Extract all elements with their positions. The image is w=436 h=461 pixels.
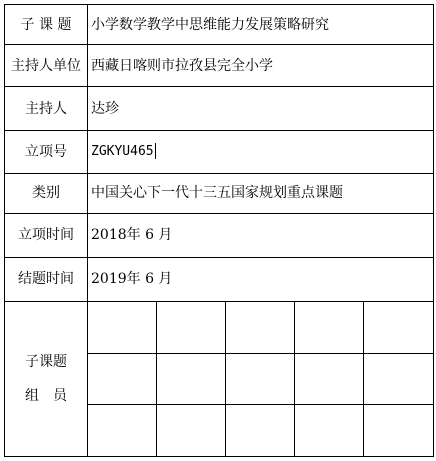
member-cell[interactable] [157,302,226,354]
subtopic-value[interactable]: 小学数学教学中思维能力发展策略研究 [88,5,434,45]
completion-time-value[interactable]: 2019年 6 月 [88,257,434,301]
row-subtopic [5,5,434,45]
approval-time-label: 立项时间 [5,213,88,257]
project-info-table [4,4,434,457]
host-unit-value[interactable]: 西藏日喀则市拉孜县完全小学 [88,45,434,87]
member-cell[interactable] [364,405,434,457]
member-cell[interactable] [364,302,434,354]
host-unit-label: 主持人单位 [5,45,88,87]
row-approval-time [5,213,434,257]
member-cell[interactable] [226,405,295,457]
row-project-number [5,131,434,173]
project-number-value: ZGKYU465 [91,144,154,160]
members-label-cell [5,302,88,457]
member-cell[interactable] [88,353,157,405]
member-cell[interactable] [157,405,226,457]
project-number-label: 立项号 [5,131,88,173]
member-cell[interactable] [88,405,157,457]
member-cell[interactable] [88,302,157,354]
members-label-line2: 组 员 [25,388,67,405]
row-completion-time [5,257,434,301]
row-host [5,87,434,131]
member-cell[interactable] [157,353,226,405]
category-label: 类别 [5,173,88,213]
row-host-unit [5,45,434,87]
member-cell[interactable] [226,353,295,405]
subtopic-label: 子 课 题 [5,5,88,45]
text-cursor [155,143,156,159]
host-label: 主持人 [5,87,88,131]
host-value[interactable]: 达珍 [88,87,434,131]
project-number-field[interactable] [88,131,434,173]
member-row-1 [5,302,434,354]
completion-time-label: 结题时间 [5,257,88,301]
member-cell[interactable] [295,302,364,354]
member-cell[interactable] [295,405,364,457]
row-category [5,173,434,213]
members-label-line1: 子课题 [25,354,67,371]
approval-time-value[interactable]: 2018年 6 月 [88,213,434,257]
member-cell[interactable] [364,353,434,405]
member-cell[interactable] [295,353,364,405]
member-cell[interactable] [226,302,295,354]
category-value[interactable]: 中国关心下一代十三五国家规划重点课题 [88,173,434,213]
